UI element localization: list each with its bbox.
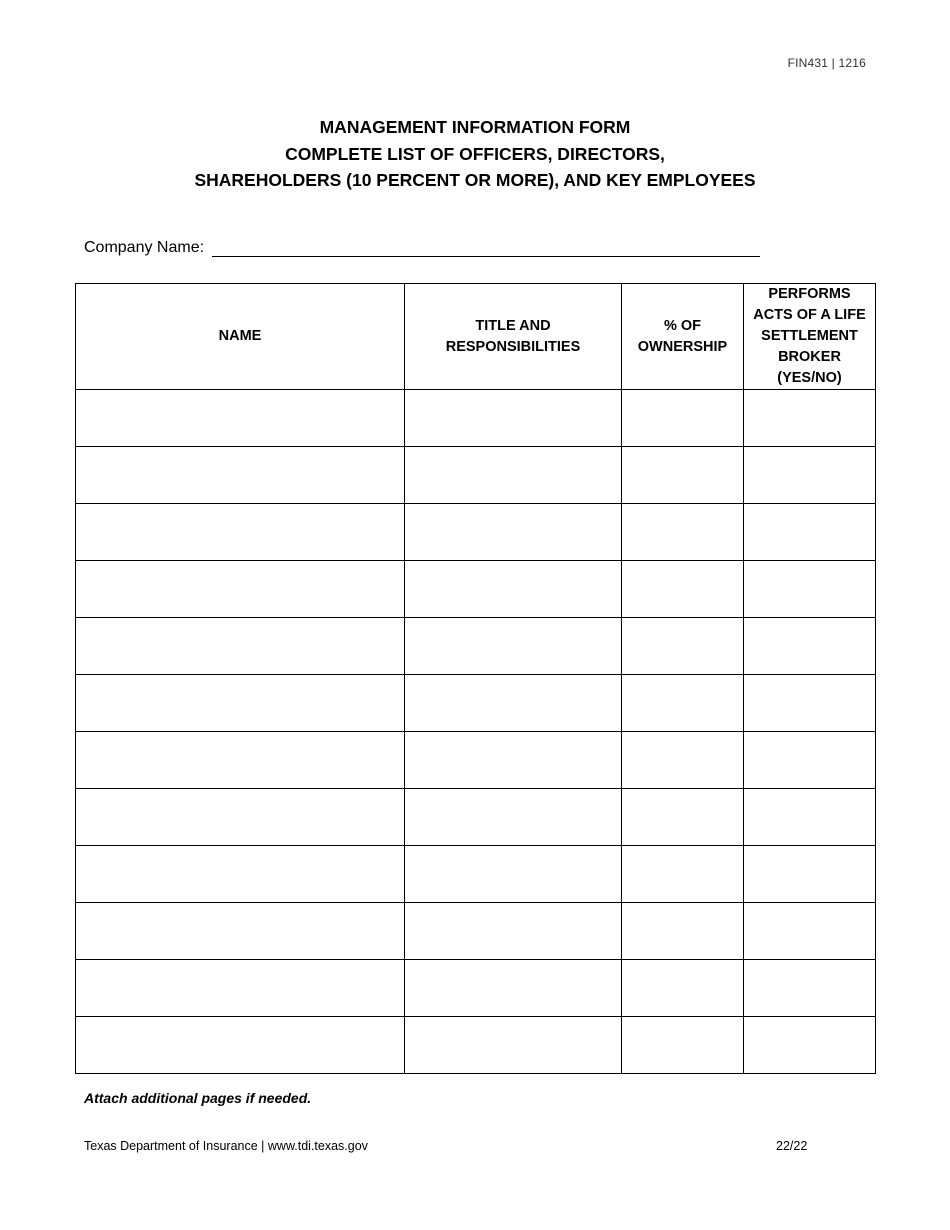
cell-ownership[interactable] (622, 960, 744, 1017)
table-header-row (76, 284, 876, 390)
cell-ownership[interactable] (622, 561, 744, 618)
cell-broker[interactable] (744, 903, 876, 960)
cell-broker[interactable] (744, 675, 876, 732)
table-row (76, 561, 876, 618)
cell-name[interactable] (76, 846, 405, 903)
table-row (76, 390, 876, 447)
cell-broker[interactable] (744, 390, 876, 447)
company-name-row (84, 238, 760, 257)
cell-title[interactable] (405, 390, 622, 447)
footer-page-number: 22/22 (776, 1139, 808, 1153)
cell-name[interactable] (76, 390, 405, 447)
cell-name[interactable] (76, 1017, 405, 1074)
table-row (76, 618, 876, 675)
header-title-label: TITLE AND RESPONSIBILITIES (445, 317, 581, 355)
cell-name[interactable] (76, 789, 405, 846)
cell-title[interactable] (405, 561, 622, 618)
form-code: FIN431 | 1216 (787, 56, 866, 70)
header-ownership-label: % OF OWNERSHIP (637, 317, 728, 355)
attach-note: Attach additional pages if needed. (84, 1090, 312, 1106)
cell-name[interactable] (76, 675, 405, 732)
cell-title[interactable] (405, 789, 622, 846)
cell-name[interactable] (76, 960, 405, 1017)
cell-name[interactable] (76, 447, 405, 504)
cell-name[interactable] (76, 504, 405, 561)
table-row (76, 846, 876, 903)
company-name-field[interactable] (212, 238, 760, 257)
cell-broker[interactable] (744, 846, 876, 903)
cell-ownership[interactable] (622, 903, 744, 960)
cell-ownership[interactable] (622, 504, 744, 561)
cell-title[interactable] (405, 732, 622, 789)
cell-name[interactable] (76, 561, 405, 618)
cell-broker[interactable] (744, 1017, 876, 1074)
header-name: NAME (76, 284, 405, 390)
table-row (76, 903, 876, 960)
cell-ownership[interactable] (622, 846, 744, 903)
cell-ownership[interactable] (622, 1017, 744, 1074)
title-line-1: MANAGEMENT INFORMATION FORM (319, 117, 631, 137)
header-title-responsibilities (405, 284, 622, 390)
cell-broker[interactable] (744, 504, 876, 561)
cell-title[interactable] (405, 618, 622, 675)
table-row (76, 675, 876, 732)
cell-title[interactable] (405, 1017, 622, 1074)
title-line-2: COMPLETE LIST OF OFFICERS, DIRECTORS, (285, 143, 665, 164)
cell-broker[interactable] (744, 618, 876, 675)
cell-ownership[interactable] (622, 789, 744, 846)
cell-title[interactable] (405, 846, 622, 903)
management-table (75, 283, 876, 1074)
header-broker-label: PERFORMS ACTS OF A LIFE SETTLEMENT BROKER (YES/NO) (753, 286, 866, 386)
form-title (0, 114, 950, 194)
header-broker (744, 284, 876, 390)
cell-broker[interactable] (744, 789, 876, 846)
table-row (76, 789, 876, 846)
table-row (76, 732, 876, 789)
table-row (76, 960, 876, 1017)
cell-ownership[interactable] (622, 390, 744, 447)
header-ownership (622, 284, 744, 390)
footer-agency: Texas Department of Insurance | www.tdi.texas.gov (84, 1139, 368, 1153)
cell-broker[interactable] (744, 447, 876, 504)
table-body (76, 390, 876, 1074)
cell-title[interactable] (405, 504, 622, 561)
table-row (76, 504, 876, 561)
cell-ownership[interactable] (622, 732, 744, 789)
company-name-label: Company Name: (84, 239, 205, 256)
cell-broker[interactable] (744, 960, 876, 1017)
table-row (76, 1017, 876, 1074)
cell-title[interactable] (405, 675, 622, 732)
cell-ownership[interactable] (622, 447, 744, 504)
cell-ownership[interactable] (622, 675, 744, 732)
title-line-3: SHAREHOLDERS (10 PERCENT OR MORE), AND KEY EMPLOYEES (194, 170, 756, 190)
cell-title[interactable] (405, 447, 622, 504)
cell-ownership[interactable] (622, 618, 744, 675)
table-row (76, 447, 876, 504)
cell-title[interactable] (405, 903, 622, 960)
cell-name[interactable] (76, 618, 405, 675)
cell-broker[interactable] (744, 561, 876, 618)
cell-name[interactable] (76, 732, 405, 789)
cell-name[interactable] (76, 903, 405, 960)
cell-broker[interactable] (744, 732, 876, 789)
cell-title[interactable] (405, 960, 622, 1017)
